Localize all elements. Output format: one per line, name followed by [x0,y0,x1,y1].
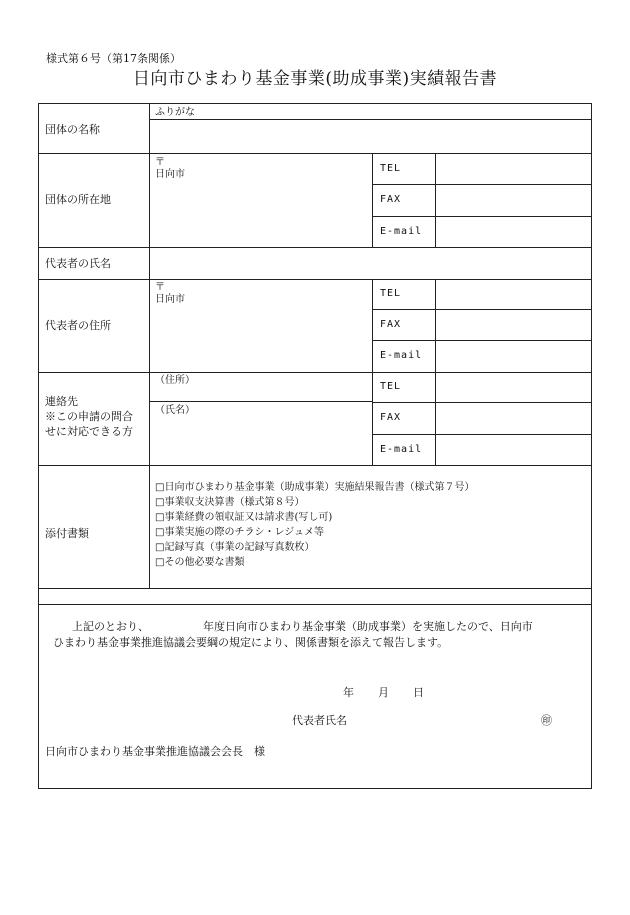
fax-field[interactable] [436,185,592,216]
fax-field[interactable] [436,403,592,434]
attachment-item[interactable]: □日向市ひまわり基金事業（助成事業）実施結果報告書（様式第７号） [155,482,475,493]
date-month: 月 [378,686,389,699]
date-day: 日 [413,686,424,699]
tel-field[interactable] [436,280,592,309]
column-divider [372,153,373,247]
fax-label: FAX [380,412,402,423]
postal-mark: 〒 [155,157,165,168]
email-field[interactable] [436,341,592,372]
tel-field[interactable] [436,154,592,184]
city-label: 日向市 [155,294,185,305]
rep-name-label: 代表者の氏名 [45,257,111,270]
column-divider [372,372,373,465]
group-name-label: 団体の名称 [45,123,100,136]
form-number: 様式第６号（第17条関係） [46,52,181,65]
column-divider [149,104,150,588]
attachment-item[interactable]: □事業実施の際のチラシ・レジュメ等 [155,527,324,538]
statement-line1-start: 上記のとおり、 [72,620,149,633]
contact-name-hint: （氏名） [155,405,195,416]
date-year: 年 [343,686,354,699]
addressee: 日向市ひまわり基金事業推進協議会会長 様 [45,745,265,758]
tel-label: TEL [380,288,402,299]
seal-mark: ㊞ [541,714,552,727]
email-field[interactable] [436,217,592,247]
rep-address-label: 代表者の住所 [45,319,111,332]
row-divider [149,401,372,402]
tel-label: TEL [380,381,402,392]
contact-address-hint: （住所） [155,375,195,386]
furigana-label: ふりがな [155,107,195,118]
email-field[interactable] [436,435,592,465]
statement-line1-rest: 年度日向市ひまわり基金事業（助成事業）を実施したので、日向市 [203,620,533,633]
group-address-label: 団体の所在地 [45,193,111,206]
city-label: 日向市 [155,169,185,180]
email-label: E-mail [380,350,423,361]
email-label: E-mail [380,444,423,455]
attachment-item[interactable]: □記録写真（事業の記録写真数枚） [155,542,315,553]
contact-note-line2: せに対応できる方 [45,425,133,438]
fax-field[interactable] [436,310,592,340]
contact-label: 連絡先 [45,395,78,408]
rep-name-field[interactable] [150,248,592,279]
tel-field[interactable] [436,373,592,402]
fax-label: FAX [380,319,402,330]
attachment-item[interactable]: □事業経費の領収証又は請求書(写し可) [155,512,333,523]
column-divider [372,279,373,372]
representative-signature-label: 代表者氏名 [292,714,347,727]
row-divider [39,604,592,605]
email-label: E-mail [380,226,423,237]
postal-mark: 〒 [155,282,165,293]
group-name-field[interactable] [150,120,592,153]
attachments-label: 添付書類 [45,527,89,540]
contact-note-line1: ※この申請の問合 [45,410,133,423]
attachment-item[interactable]: □その他必要な書類 [155,557,245,568]
row-divider [39,588,592,589]
report-form [38,103,592,789]
attachment-item[interactable]: □事業収支決算書（様式第８号） [155,497,305,508]
statement-line2: ひまわり基金事業推進協議会要綱の規定により、関係書類を添えて報告します。 [53,636,449,649]
tel-label: TEL [380,163,402,174]
page-title: 日向市ひまわり基金事業(助成事業)実績報告書 [132,69,498,89]
fax-label: FAX [380,194,402,205]
row-divider [39,465,592,466]
